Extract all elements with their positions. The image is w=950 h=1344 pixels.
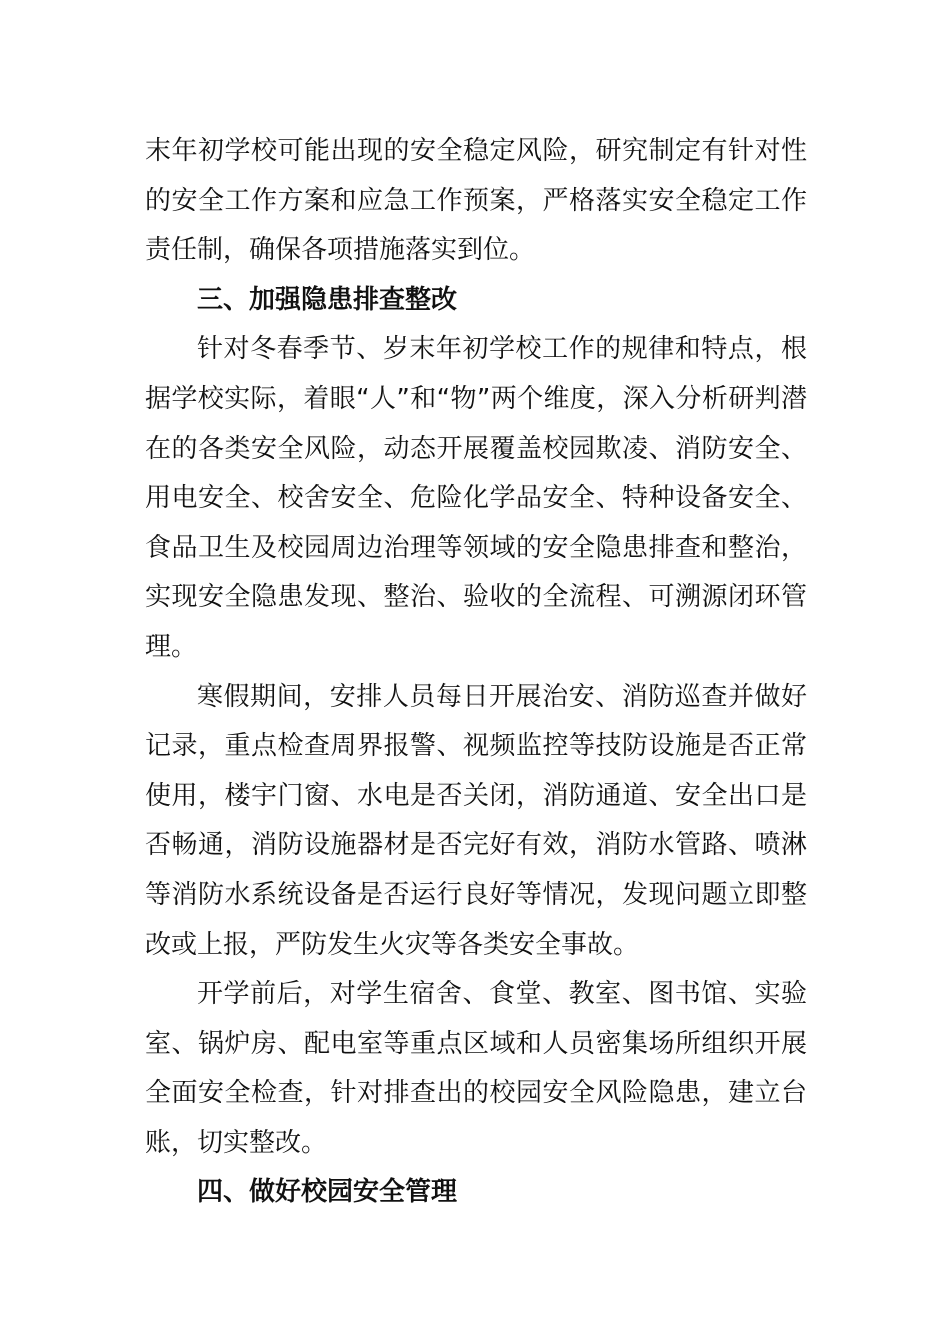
section-heading-4: 四、做好校园安全管理 <box>197 1177 458 1208</box>
paragraph-continued: 末年初学校可能出现的安全稳定风险，研究制定有针对性的安全工作方案和应急工作预案，严格落实安全稳定工作责任制，确保各项措施落实到位。 <box>145 136 807 266</box>
paragraph-winter-vacation: 寒假期间，安排人员每日开展治安、消防巡查并做好记录，重点检查周界报警、视频监控等技防设施是否正常使用，楼宇门窗、水电是否关闭，消防通道、安全出口是否畅通，消防设施器材是否完好有效，消防水管路、喷淋等消防水系统设备是否运行良好等情况，发现问题立即整改或上报，严防发生火灾等各类安全事故。 <box>145 681 807 960</box>
paragraph-hazard-inspection: 针对冬春季节、岁末年初学校工作的规律和特点，根据学校实际，着眼“人”和“物”两个维度，深入分析研判潜在的各类安全风险，动态开展覆盖校园欺凌、消防安全、用电安全、校舍安全、危险化学品安全、特种设备安全、食品卫生及校园周边治理等领域的安全隐患排查和整治，实现安全隐患发现、整治、验收的全流程、可溯源闭环管理。 <box>145 334 807 662</box>
document-body <box>145 127 807 1218</box>
paragraph-school-opening: 开学前后，对学生宿舍、食堂、教室、图书馆、实验室、锅炉房、配电室等重点区域和人员密集场所组织开展全面安全检查，针对排查出的校园安全风险隐患，建立台账，切实整改。 <box>145 979 807 1158</box>
section-heading-3: 三、加强隐患排查整改 <box>197 284 458 315</box>
